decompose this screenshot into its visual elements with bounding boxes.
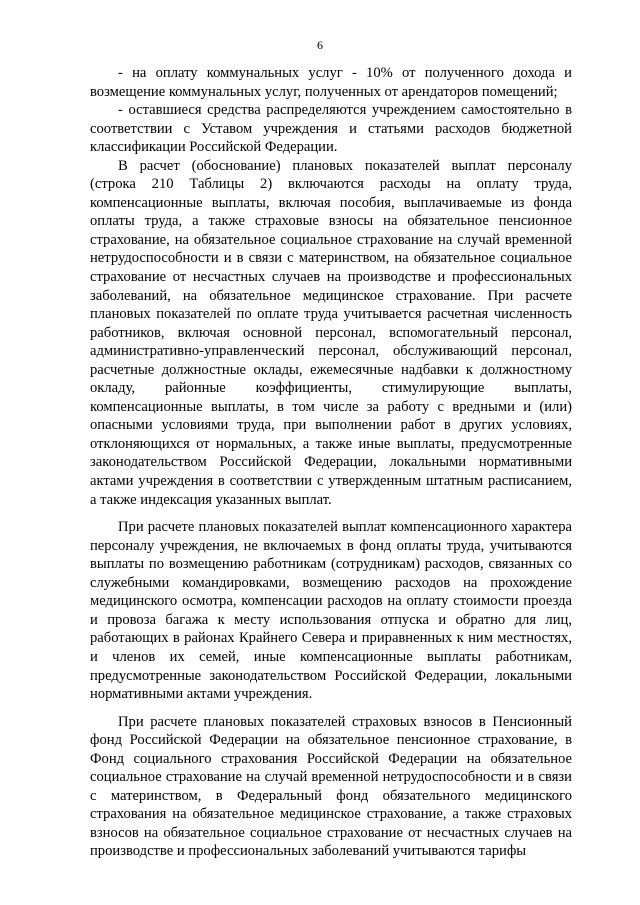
paragraph-staff-payments: В расчет (обоснование) плановых показателей выплат персоналу (строка 210 Таблицы 2) включаются расходы на оплату труда, компенсационные выплаты, включая пособия, выплачиваемые из фонда оплаты труда, а также страховые взносы на обязательное пенсионное страхование, на обязательное социальное страхование на случай временной нетрудоспособности и в связи с материнством, на обязательное социальное страхование от несчастных случаев на производстве и профессиональных заболеваний, на обязательное медицинское страхование. При расчете плановых показателей по оплате труда учитывается расчетная численность работников, включая основной персонал, вспомогательный персонал, административно-управленческий персонал, обслуживающий персонал, расчетные должностные оклады, ежемесячные надбавки к должностному окладу, районные коэффициенты, стимулирующие выплаты, компенсационные выплаты, в том числе за работу с вредными и (или) опасными условиями труда, при выполнении работ в других условиях, отклоняющихся от нормальных, а также иные выплаты, предусмотренные законодательством Российской Федерации, локальными нормативными актами учреждения в соответствии с утвержденным штатным расписанием, а также индексация указанных выплат. [90,157,572,508]
document-body [90,64,572,861]
paragraph-insurance-contributions: При расчете плановых показателей страховых взносов в Пенсионный фонд Российской Федерации на обязательное пенсионное страхование, в Фонд социального страхования Российской Федерации на обязательное социальное страхование на случай временной нетрудоспособности и в связи с материнством, в Федеральный фонд обязательного медицинского страхования на обязательное медицинское страхование, а также страховых взносов на обязательное социальное страхование от несчастных случаев на производстве и профессиональных заболеваний учитываются тарифы [90,713,572,860]
paragraph-compensation-payments: При расчете плановых показателей выплат компенсационного характера персоналу учреждения, не включаемых в фонд оплаты труда, учитываются выплаты по возмещению работникам (сотрудникам) расходов, связанных со служебными командировками, возмещению расходов на прохождение медицинского осмотра, компенсации расходов на оплату стоимости проезда и провоза багажа к месту использования отпуска и обратно для лиц, работающих в районах Крайнего Севера и приравненных к ним местностях, и членов их семей, иные компенсационные выплаты работникам, предусмотренные законодательством Российской Федерации, локальными нормативными актами учреждения. [90,519,572,703]
paragraph-remaining-funds: - оставшиеся средства распределяются учреждением самостоятельно в соответствии с Уставом учреждения и статьями расходов бюджетной классификации Российской Федерации. [90,102,572,156]
paragraph-utilities-payment: - на оплату коммунальных услуг - 10% от полученного дохода и возмещение коммунальных услуг, полученных от арендаторов помещений; [90,65,572,100]
page-number: 6 [317,38,323,52]
